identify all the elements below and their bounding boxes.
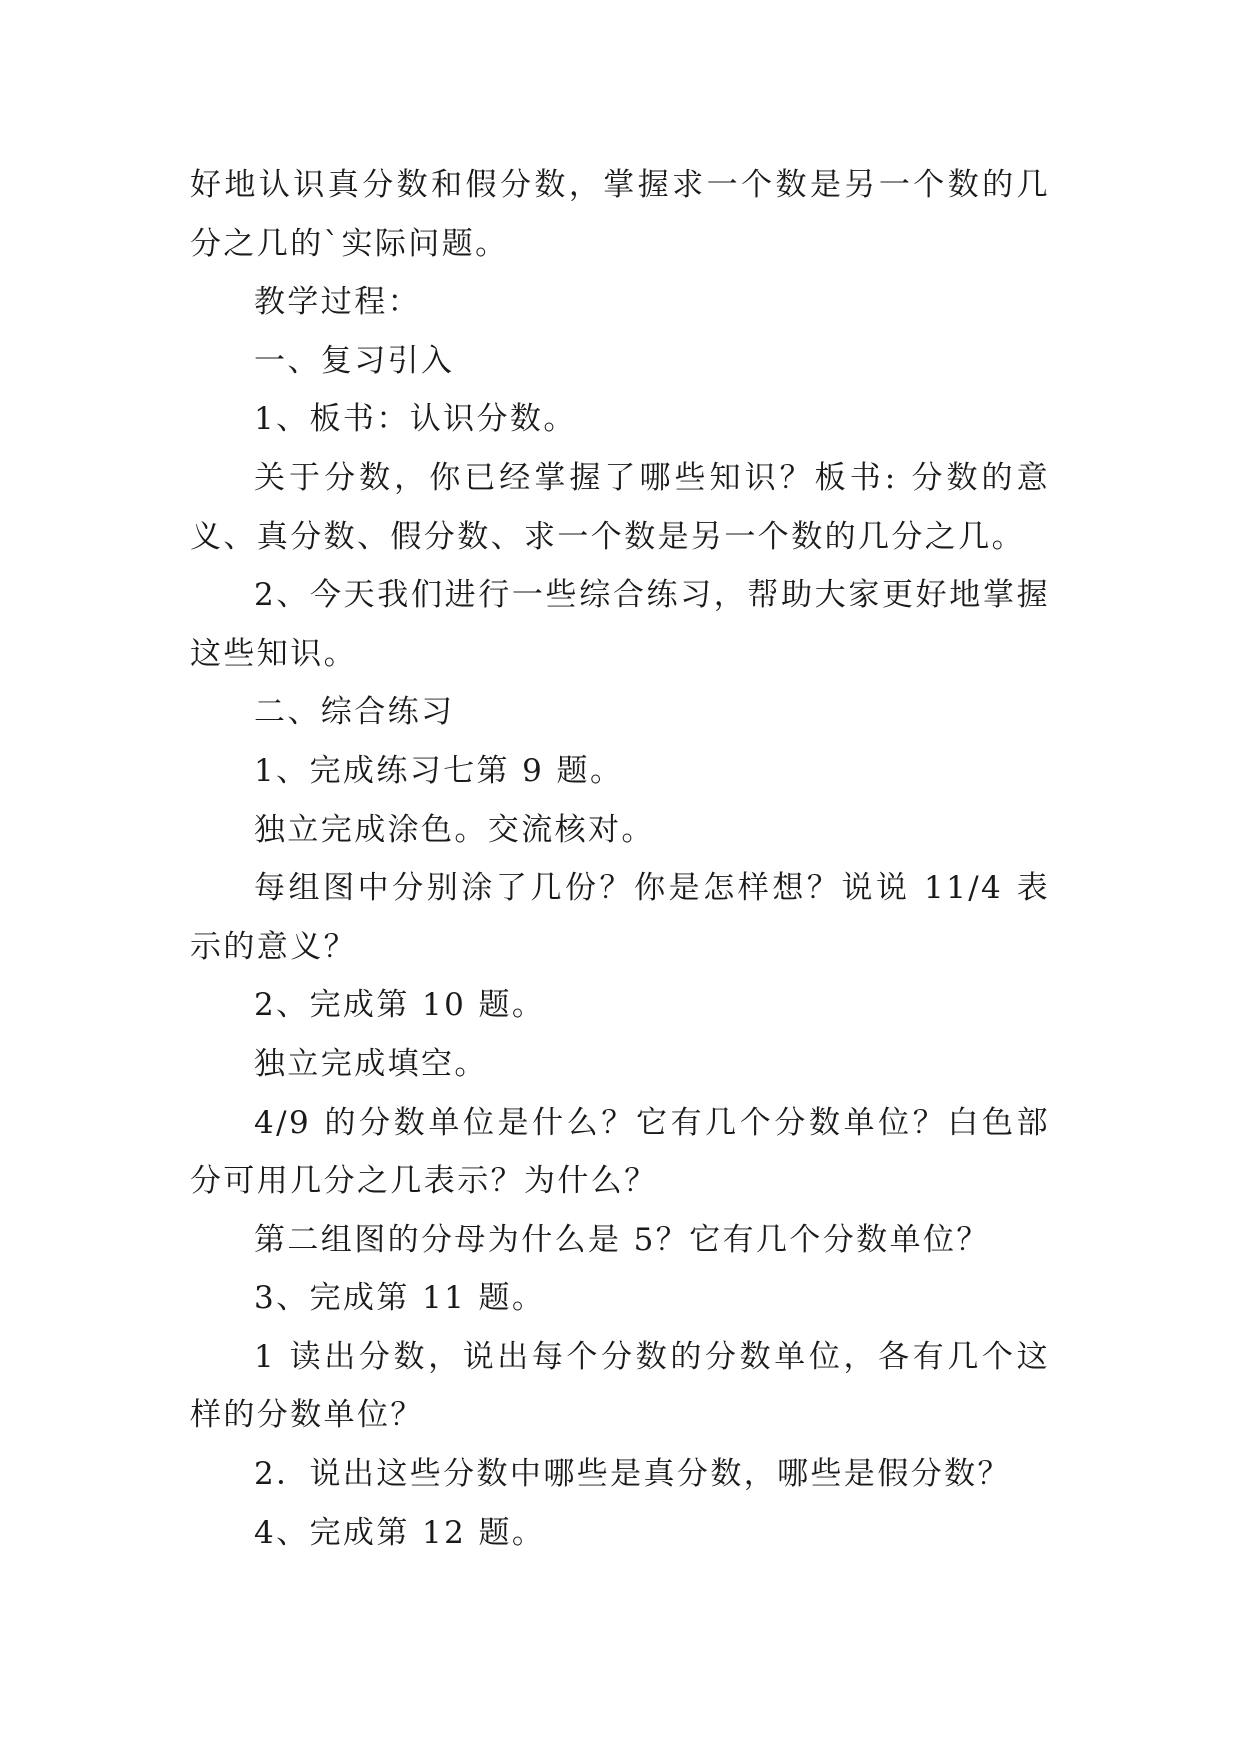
- paragraph-text: 独立完成涂色。交流核对。: [254, 811, 655, 848]
- paragraph-step: 1、板书：认识分数。: [254, 401, 577, 438]
- document-body: [190, 156, 1050, 1562]
- paragraph-text: 第二组图的分母为什么是 5？它有几个分数单位？: [254, 1221, 990, 1258]
- paragraph-step: 2、今天我们进行一些综合练习，帮助大家更好地掌握这些知识。: [190, 577, 1050, 672]
- paragraph-text: 2．说出这些分数中哪些是真分数，哪些是假分数？: [254, 1456, 1011, 1493]
- paragraph-teaching-process-heading: 教学过程：: [254, 284, 421, 321]
- paragraph-step: 3、完成第 11 题。: [254, 1280, 546, 1317]
- paragraph-text: 1 读出分数，说出每个分数的分数单位，各有几个这样的分数单位？: [190, 1338, 1050, 1434]
- paragraph-text: 独立完成填空。: [254, 1045, 488, 1082]
- paragraph-step: 1、完成练习七第 9 题。: [254, 752, 624, 789]
- paragraph-text: 4/9 的分数单位是什么？它有几个分数单位？白色部分可用几分之几表示？为什么？: [190, 1104, 1050, 1200]
- paragraph-text: 每组图中分别涂了几份？你是怎样想？说说 11/4 表示的意义？: [190, 870, 1050, 965]
- paragraph-intro-continued: 好地认识真分数和假分数，掌握求一个数是另一个数的几分之几的`实际问题。: [190, 167, 1050, 262]
- paragraph-text: 关于分数，你已经掌握了哪些知识？板书: 分数的意义、真分数、假分数、求一个数是另一个数的几分之几。: [190, 459, 1050, 555]
- paragraph-step: 4、完成第 12 题。: [254, 1514, 546, 1551]
- section-heading-review: 一、复习引入: [254, 342, 455, 379]
- section-heading-practice: 二、综合练习: [254, 694, 455, 731]
- paragraph-step: 2、完成第 10 题。: [254, 987, 546, 1024]
